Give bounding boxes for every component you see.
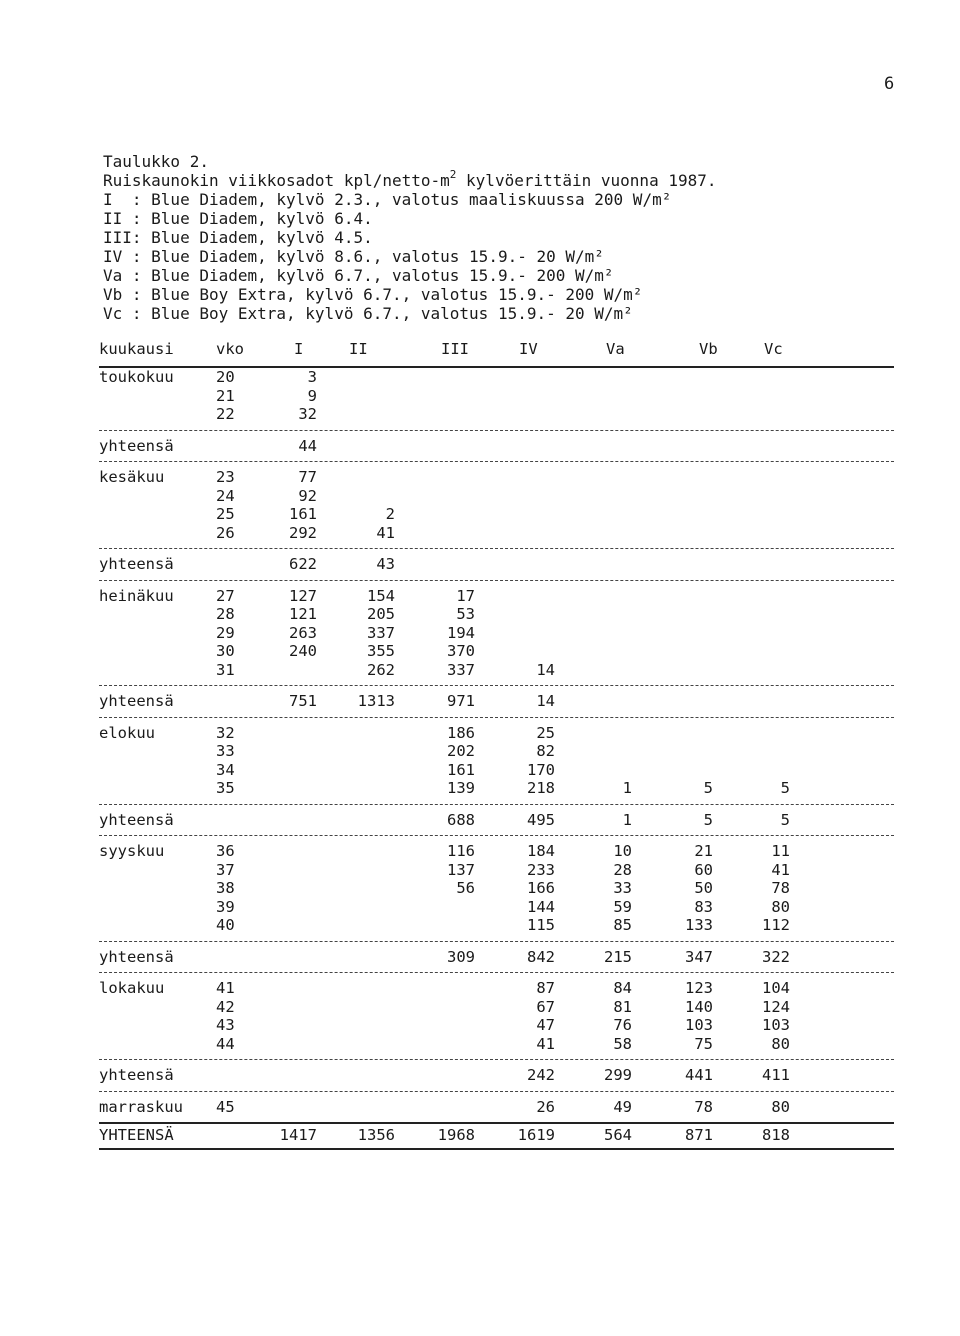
dashed-divider (99, 430, 894, 431)
cell-Vc: 104 (762, 979, 790, 997)
cell-III: 53 (456, 605, 475, 623)
cell-I: 240 (289, 642, 317, 660)
subtotal-label: yhteensä (99, 692, 174, 710)
subtotal-I: 622 (289, 555, 317, 573)
subtotal-label: yhteensä (99, 947, 174, 966)
cell-II: 337 (367, 623, 395, 642)
week-cell: 34 (216, 760, 235, 779)
table-row (99, 742, 894, 761)
subtotal-Vc: 322 (762, 947, 790, 966)
week-cell: 44 (216, 1034, 235, 1053)
week-cell: 41 (216, 979, 235, 997)
week-cell: 26 (216, 523, 235, 542)
legend-line: I : Blue Diadem, kylvö 2.3., valotus maaliskuussa 200 W/m² (103, 190, 672, 209)
table-row (99, 605, 894, 624)
description-text: Ruiskaunokin viikkosadot kpl/netto-m (103, 171, 450, 190)
dashed-divider (99, 1059, 894, 1060)
subtotal-III: 688 (447, 810, 475, 829)
cell-IV: 115 (527, 916, 555, 934)
cell-III: 194 (447, 623, 475, 642)
week-cell: 32 (216, 723, 235, 742)
cell-Vb: 133 (685, 916, 713, 934)
description-text-end: kylvöerittäin vuonna 1987. (456, 171, 717, 190)
cell-Vb: 78 (694, 1097, 713, 1116)
cell-II: 41 (376, 523, 395, 542)
cell-IV: 47 (536, 1016, 555, 1034)
cell-IV: 166 (527, 879, 555, 897)
dashed-divider (99, 835, 894, 836)
table-body (99, 368, 894, 1116)
week-cell: 22 (216, 405, 235, 423)
table-row (99, 879, 894, 898)
cell-Vb: 103 (685, 1016, 713, 1034)
cell-Vb: 140 (685, 997, 713, 1016)
cell-Vc: 78 (771, 879, 790, 897)
week-cell: 30 (216, 642, 235, 660)
subtotal-III: 309 (447, 947, 475, 966)
legend-line: Va : Blue Diadem, kylvö 6.7., valotus 15.9.- 200 W/m² (103, 266, 614, 285)
table-row (99, 505, 894, 524)
header-III: III (441, 340, 469, 358)
grand-total-Va: 564 (604, 1126, 632, 1144)
table-row (99, 916, 894, 935)
cell-III: 116 (447, 842, 475, 860)
subtotal-IV: 495 (527, 810, 555, 829)
grand-total-I: 1417 (279, 1126, 317, 1144)
header-II: II (349, 340, 368, 358)
cell-I: 3 (307, 368, 317, 386)
cell-Vb: 60 (694, 860, 713, 879)
table-row (99, 842, 894, 861)
cell-Va: 33 (613, 879, 632, 897)
table-row (99, 524, 894, 543)
cell-Vc: 80 (771, 897, 790, 916)
subtotal-Vc: 411 (762, 1066, 790, 1084)
cell-Va: 76 (613, 1016, 632, 1034)
table-row (99, 624, 894, 643)
week-cell: 33 (216, 742, 235, 760)
cell-Va: 49 (613, 1097, 632, 1116)
month-label: syyskuu (99, 842, 165, 860)
dashed-divider (99, 461, 894, 462)
cell-III: 161 (447, 760, 475, 779)
grand-total-II: 1356 (357, 1126, 395, 1144)
month-label: elokuu (99, 723, 155, 742)
cell-Vb: 83 (694, 897, 713, 916)
dashed-divider (99, 804, 894, 805)
legend-line: IV : Blue Diadem, kylvö 8.6., valotus 15.9.- 20 W/m² (103, 247, 604, 266)
week-cell: 42 (216, 997, 235, 1016)
subtotal-Vb: 441 (685, 1066, 713, 1084)
legend-line: II : Blue Diadem, kylvö 6.4. (103, 209, 373, 228)
table-row (99, 405, 894, 424)
yield-table (99, 340, 894, 1150)
subtotal-IV: 14 (536, 692, 555, 710)
table-row (99, 368, 894, 387)
header-kuukausi: kuukausi (99, 340, 174, 358)
subtotal-row (99, 555, 894, 574)
cell-II: 355 (367, 642, 395, 660)
cell-III: 202 (447, 742, 475, 760)
week-cell: 24 (216, 486, 235, 505)
cell-III: 17 (456, 586, 475, 605)
cell-IV: 41 (536, 1034, 555, 1053)
cell-III: 370 (447, 642, 475, 660)
subtotal-label: yhteensä (99, 1066, 174, 1084)
subtotal-II: 1313 (357, 692, 395, 710)
cell-IV: 67 (536, 997, 555, 1016)
week-cell: 39 (216, 897, 235, 916)
cell-Va: 84 (613, 979, 632, 997)
cell-I: 9 (307, 386, 317, 405)
week-cell: 27 (216, 586, 235, 605)
cell-I: 77 (298, 468, 317, 486)
table-row (99, 587, 894, 606)
cell-IV: 26 (536, 1097, 555, 1116)
subtotal-row (99, 1066, 894, 1085)
subtotal-I: 44 (298, 436, 317, 455)
month-label: marraskuu (99, 1097, 183, 1116)
subtotal-row (99, 811, 894, 830)
subtotal-Vb: 5 (703, 810, 713, 829)
cell-Va: 10 (613, 842, 632, 860)
cell-IV: 144 (527, 897, 555, 916)
month-label: toukokuu (99, 368, 174, 386)
week-cell: 21 (216, 386, 235, 405)
cell-IV: 14 (536, 660, 555, 679)
grand-total-Vb: 871 (685, 1126, 713, 1144)
week-cell: 25 (216, 505, 235, 523)
week-cell: 40 (216, 916, 235, 934)
subtotal-Va: 1 (622, 810, 632, 829)
subtotal-II: 43 (376, 555, 395, 573)
header-I: I (294, 340, 304, 358)
week-cell: 28 (216, 605, 235, 623)
cell-IV: 82 (536, 742, 555, 760)
cell-Vc: 112 (762, 916, 790, 934)
subtotal-label: yhteensä (99, 436, 174, 455)
table-caption (103, 152, 717, 323)
cell-I: 121 (289, 605, 317, 623)
table-row (99, 861, 894, 880)
dashed-divider (99, 941, 894, 942)
table-row (99, 487, 894, 506)
table-row (99, 979, 894, 998)
cell-Vc: 5 (780, 779, 790, 797)
month-label: lokakuu (99, 979, 165, 997)
week-cell: 23 (216, 468, 235, 486)
grand-total-Vc: 818 (762, 1126, 790, 1144)
cell-Vb: 21 (694, 842, 713, 860)
cell-I: 127 (289, 586, 317, 605)
legend-line: Vc : Blue Boy Extra, kylvö 6.7., valotus 15.9.- 20 W/m² (103, 304, 633, 323)
cell-Vc: 11 (771, 842, 790, 860)
cell-Va: 58 (613, 1034, 632, 1053)
table-row (99, 898, 894, 917)
week-cell: 38 (216, 879, 235, 897)
subtotal-Va: 299 (604, 1066, 632, 1084)
dashed-divider (99, 685, 894, 686)
legend-line: Vb : Blue Boy Extra, kylvö 6.7., valotus 15.9.- 200 W/m² (103, 285, 643, 304)
table-row (99, 661, 894, 680)
header-IV: IV (519, 340, 538, 358)
table-row (99, 387, 894, 406)
table-row (99, 1098, 894, 1117)
dashed-divider (99, 580, 894, 581)
cell-III: 137 (447, 860, 475, 879)
subtotal-label: yhteensä (99, 810, 174, 829)
cell-I: 263 (289, 623, 317, 642)
week-cell: 37 (216, 860, 235, 879)
dashed-divider (99, 548, 894, 549)
cell-Vb: 50 (694, 879, 713, 897)
subtotal-Vc: 5 (780, 810, 790, 829)
cell-II: 262 (367, 660, 395, 679)
subtotal-III: 971 (447, 692, 475, 710)
cell-I: 292 (289, 523, 317, 542)
table-row (99, 998, 894, 1017)
cell-Va: 81 (613, 997, 632, 1016)
grand-total-label: YHTEENSÄ (99, 1126, 174, 1144)
cell-IV: 184 (527, 842, 555, 860)
dashed-divider (99, 1091, 894, 1092)
legend-line: III: Blue Diadem, kylvö 4.5. (103, 228, 373, 247)
cell-Va: 85 (613, 916, 632, 934)
week-cell: 45 (216, 1097, 235, 1116)
grand-total-IV: 1619 (517, 1126, 555, 1144)
cell-Vc: 124 (762, 997, 790, 1016)
subtotal-IV: 242 (527, 1066, 555, 1084)
cell-Vb: 5 (703, 779, 713, 797)
cell-Vc: 80 (771, 1034, 790, 1053)
table-title: Taulukko 2. (103, 152, 209, 171)
subtotal-I: 751 (289, 692, 317, 710)
grand-total-row (99, 1122, 894, 1150)
week-cell: 36 (216, 842, 235, 860)
subtotal-row (99, 437, 894, 456)
cell-II: 154 (367, 586, 395, 605)
cell-IV: 25 (536, 723, 555, 742)
month-label: heinäkuu (99, 586, 174, 605)
cell-III: 139 (447, 779, 475, 797)
table-row (99, 1016, 894, 1035)
week-cell: 31 (216, 660, 235, 679)
dashed-divider (99, 717, 894, 718)
header-Va: Va (606, 340, 625, 358)
month-label: kesäkuu (99, 468, 165, 486)
subtotal-IV: 842 (527, 947, 555, 966)
cell-I: 32 (298, 405, 317, 423)
table-row (99, 779, 894, 798)
superscript: 2 (449, 168, 457, 181)
cell-Vc: 103 (762, 1016, 790, 1034)
table-description (103, 168, 717, 190)
table-row (99, 1035, 894, 1054)
cell-I: 92 (298, 486, 317, 505)
subtotal-row (99, 692, 894, 711)
week-cell: 35 (216, 779, 235, 797)
page-number: 6 (884, 74, 895, 94)
cell-Vb: 75 (694, 1034, 713, 1053)
table-row (99, 761, 894, 780)
dashed-divider (99, 972, 894, 973)
subtotal-row (99, 948, 894, 967)
cell-II: 2 (385, 505, 395, 523)
cell-II: 205 (367, 605, 395, 623)
subtotal-Va: 215 (604, 947, 632, 966)
week-cell: 20 (216, 368, 235, 386)
cell-IV: 170 (527, 760, 555, 779)
cell-IV: 233 (527, 860, 555, 879)
grand-total-III: 1968 (437, 1126, 475, 1144)
table-row (99, 642, 894, 661)
cell-I: 161 (289, 505, 317, 523)
cell-III: 56 (456, 879, 475, 897)
cell-Va: 1 (622, 779, 632, 797)
cell-Va: 59 (613, 897, 632, 916)
subtotal-Vb: 347 (685, 947, 713, 966)
cell-Vc: 80 (771, 1097, 790, 1116)
cell-IV: 87 (536, 979, 555, 997)
cell-III: 337 (447, 660, 475, 679)
cell-Vc: 41 (771, 860, 790, 879)
week-cell: 29 (216, 623, 235, 642)
table-header (99, 340, 894, 368)
cell-Va: 28 (613, 860, 632, 879)
table-row (99, 468, 894, 487)
cell-IV: 218 (527, 779, 555, 797)
table-row (99, 724, 894, 743)
subtotal-label: yhteensä (99, 555, 174, 573)
header-vko: vko (216, 340, 244, 358)
cell-III: 186 (447, 723, 475, 742)
header-Vc: Vc (764, 340, 783, 358)
week-cell: 43 (216, 1016, 235, 1034)
header-Vb: Vb (699, 340, 718, 358)
cell-Vb: 123 (685, 979, 713, 997)
